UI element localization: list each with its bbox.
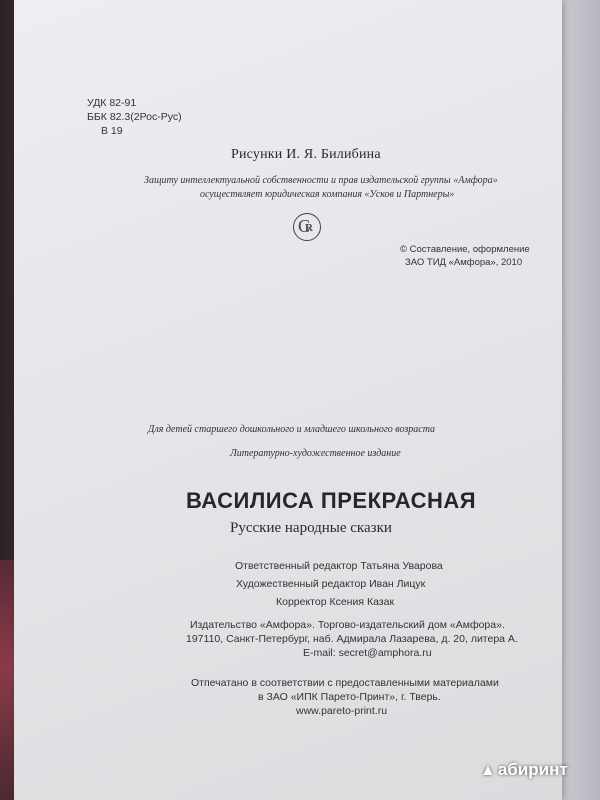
author-mark: В 19 — [101, 125, 123, 137]
bbk-code: ББК 82.3(2Рос-Рус) — [87, 111, 182, 123]
art-editor-credit: Художественный редактор Иван Лицук — [236, 578, 426, 590]
labirint-logo-icon: ▲ — [480, 762, 496, 779]
printer-line: в ЗАО «ИПК Парето-Принт», г. Тверь. — [258, 691, 441, 703]
copyright-registered-icon — [293, 213, 321, 241]
copyright-line: ЗАО ТИД «Амфора», 2010 — [405, 257, 523, 268]
book-title: ВАСИЛИСА ПРЕКРАСНАЯ — [186, 488, 477, 513]
publisher-line: Издательство «Амфора». Торгово-издательский дом «Амфора». — [190, 619, 505, 631]
ip-notice-line: Защиту интеллектуальной собственности и прав издательской группы «Амфора» — [144, 175, 498, 186]
edition-type: Литературно-художественное издание — [230, 448, 401, 459]
illustrations-credit: Рисунки И. Я. Билибина — [231, 147, 381, 162]
book-page — [14, 0, 562, 800]
book-subtitle: Русские народные сказки — [230, 520, 392, 536]
udk-code: УДК 82-91 — [87, 97, 137, 109]
printer-website: www.pareto-print.ru — [296, 705, 388, 717]
editor-credit: Ответственный редактор Татьяна Уварова — [235, 560, 443, 572]
publisher-email: E-mail: secret@amphora.ru — [303, 647, 432, 659]
publisher-address: 197110, Санкт-Петербург, наб. Адмирала Лазарева, д. 20, литера А. — [186, 633, 518, 645]
copyright-line: © Составление, оформление — [400, 244, 530, 255]
proofreader-credit: Корректор Ксения Казак — [276, 596, 395, 608]
ip-notice-line: осуществляет юридическая компания «Усков и Партнеры» — [200, 189, 455, 200]
watermark-text: абиринт — [497, 760, 568, 779]
audience-note: Для детей старшего дошкольного и младшего школьного возраста — [148, 424, 436, 435]
watermark — [480, 760, 568, 780]
printer-line: Отпечатано в соответствии с предоставленными материалами — [191, 677, 499, 689]
